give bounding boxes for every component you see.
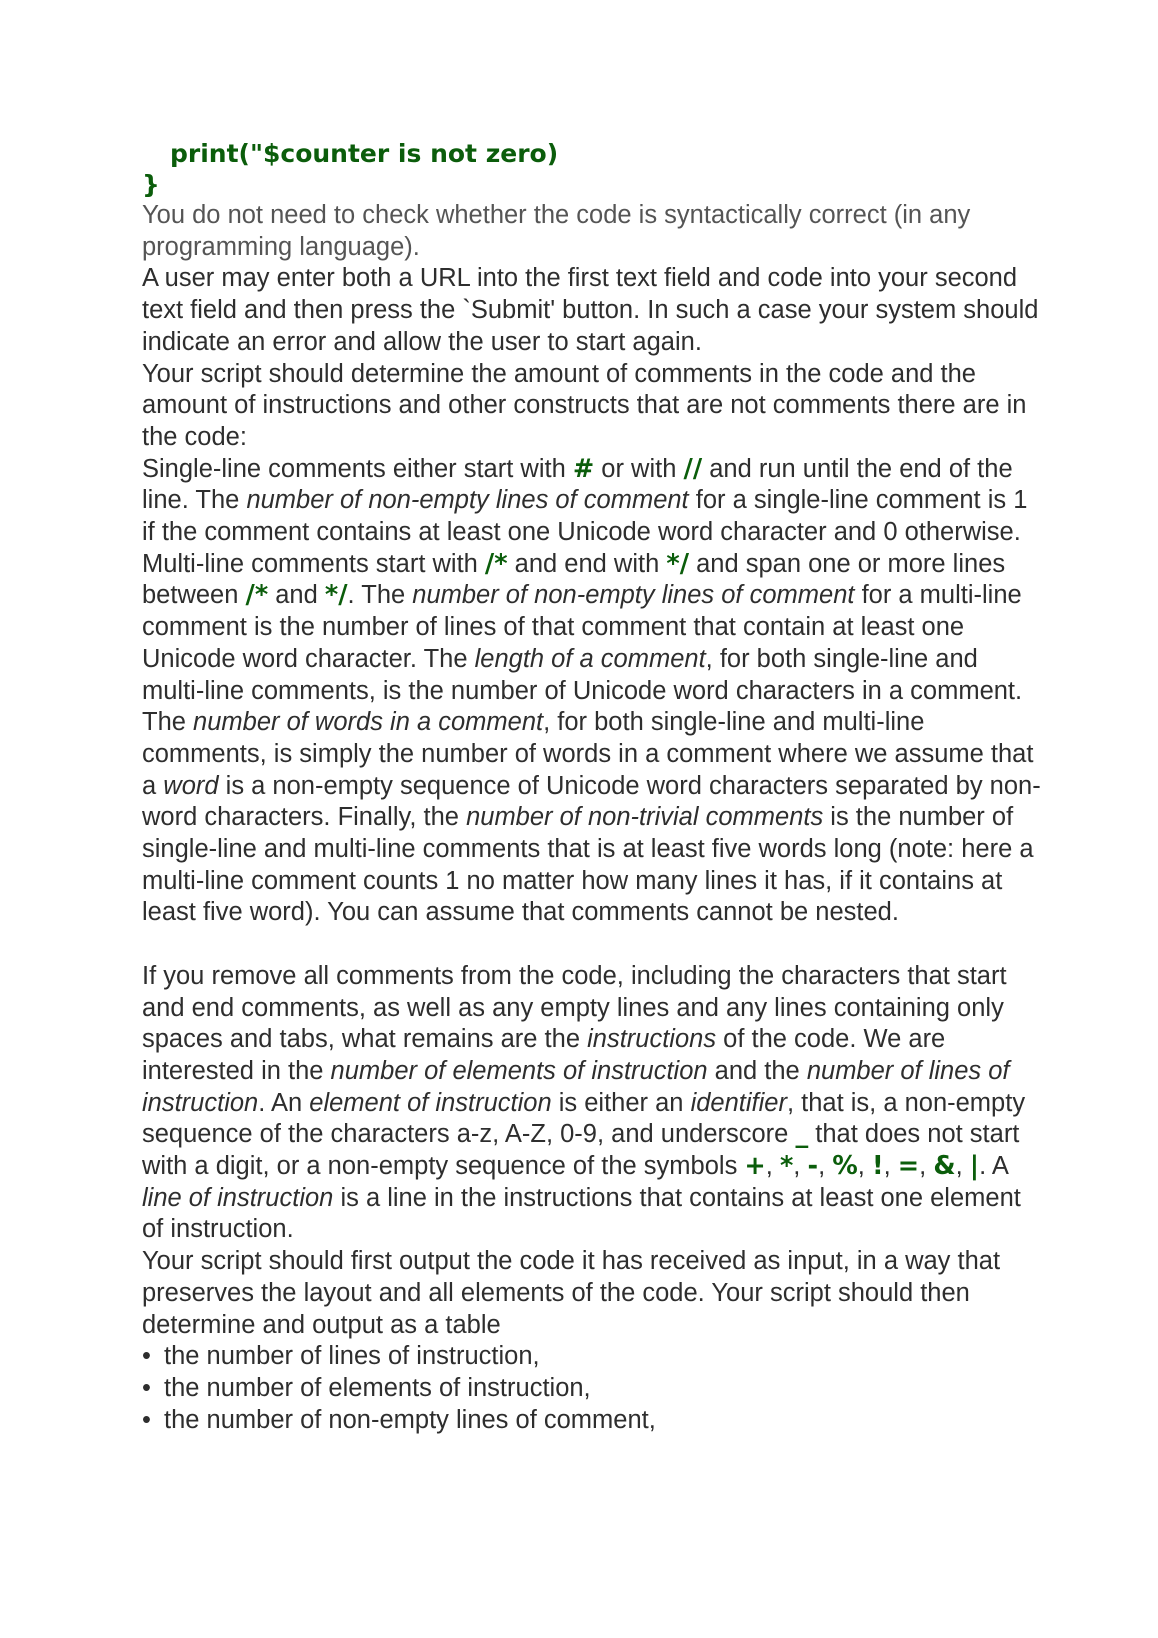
code-token: % — [832, 1151, 858, 1182]
code-token: * — [779, 1151, 794, 1182]
term-emphasis: element of instruction — [309, 1088, 552, 1117]
code-token: // — [683, 453, 703, 484]
bullet-icon: • — [142, 1405, 151, 1434]
term-emphasis: number of words in a comment — [193, 708, 544, 737]
document-body — [142, 200, 1042, 1436]
text-run: , — [955, 1152, 970, 1181]
list-item — [142, 1341, 1042, 1373]
code-token: = — [897, 1151, 920, 1182]
code-token: /* — [484, 548, 508, 579]
code-token: | — [969, 1151, 980, 1182]
paragraph-script-determine: Your script should determine the amount of comments in the code and the amount of instructions and other constructs that are not comments there are in the code: — [142, 359, 1027, 451]
code-token: - — [807, 1151, 819, 1182]
term-emphasis: length of a comment — [474, 644, 706, 673]
text-run: for a single-line comment is 1 if the comment contains at least one Unicode word character and 0 otherwise. Multi-line comments start with — [142, 486, 1028, 578]
code-snippet — [142, 138, 1042, 200]
term-emphasis: number of non-empty lines of comment — [246, 486, 689, 515]
list-item-text: the number of lines of instruction, — [164, 1342, 540, 1371]
text-run: that does not start with a digit, or a non-empty sequence of the symbols — [142, 1120, 1020, 1181]
list-item — [142, 1373, 1042, 1405]
paragraph-comments-definition — [142, 454, 1042, 930]
text-run: , that is, a non-empty sequence of the characters a-z, A-Z, 0-9, and underscore — [142, 1088, 1026, 1149]
code-token: ! — [871, 1151, 884, 1182]
list-item-text: the number of elements of instruction, — [164, 1374, 591, 1402]
code-token: */ — [666, 548, 690, 579]
paragraph-url-and-code: A user may enter both a URL into the first text field and code into your second text field and then press the `Submit' button. In such a case your system should indicate an error and allow the user to start again. — [142, 264, 1039, 356]
term-emphasis: identifier — [690, 1088, 787, 1117]
term-emphasis: instructions — [587, 1025, 717, 1054]
term-emphasis: number of lines of instruction — [142, 1056, 1010, 1117]
code-token: & — [933, 1151, 956, 1182]
text-run: , — [765, 1152, 780, 1181]
text-run: and span one or more lines between — [142, 549, 1006, 610]
text-run: , — [818, 1152, 833, 1181]
text-run: . An — [258, 1088, 310, 1117]
text-run: and end with — [507, 549, 667, 578]
code-token: + — [744, 1151, 766, 1182]
text-run: , — [883, 1152, 898, 1181]
text-run: , — [857, 1152, 872, 1181]
text-run: , for both single-line and multi-line comments, is the number of Unicode word characters in a comment. The — [142, 644, 1023, 737]
text-run: for a multi-line comment is the number of lines of that comment that contain at least one Unicode word character. The — [142, 581, 1022, 673]
text-run: Single-line comments either start with — [142, 454, 573, 483]
code-line-closing-brace: } — [142, 170, 160, 199]
code-token: # — [572, 453, 595, 484]
text-run: , — [919, 1152, 934, 1181]
paragraph-syntax-note: You do not need to check whether the code is syntactically correct (in any programming language). — [142, 201, 971, 261]
text-run: . A — [979, 1152, 1008, 1181]
text-run: is the number of single-line and multi-line comments that is at least five words long (note: here a multi-line comment counts 1 no matter how many lines it has, if it contains at least five word). You can assume that comments cannot be nested. — [142, 803, 1034, 927]
text-run: and the — [707, 1056, 807, 1085]
text-run: is a non-empty sequence of Unicode word characters separated by non-word characters. Finally, the — [142, 771, 1041, 832]
text-run: is either an — [551, 1088, 691, 1117]
term-emphasis: number of non-trivial comments — [466, 803, 824, 832]
code-token: /* — [245, 580, 269, 611]
term-emphasis: number of non-empty lines of comment — [412, 581, 855, 610]
text-run: or with — [594, 454, 684, 483]
paragraph-script-output: Your script should first output the code it has received as input, in a way that preserves the layout and all elements of the code. Your script should then determine and output as a table — [142, 1247, 1001, 1339]
bullet-icon: • — [142, 1374, 151, 1402]
list-item — [142, 1405, 1042, 1437]
text-run: . The — [347, 581, 413, 610]
text-run: and — [268, 581, 325, 610]
text-run: , for both single-line and multi-line comments, is simply the number of words in a comment where we assume that a — [142, 708, 1034, 800]
term-emphasis: number of elements of instruction — [330, 1056, 708, 1085]
output-bullet-list — [142, 1341, 1042, 1436]
text-run: If you remove all comments from the code, including the characters that start and end comments, as well as any empty lines and any lines containing only spaces and tabs, what remains are the — [142, 961, 1007, 1054]
text-run: , — [793, 1152, 808, 1181]
term-emphasis: line of instruction — [142, 1183, 334, 1212]
paragraph-spacer — [142, 929, 1042, 961]
paragraph-instructions-definition — [142, 961, 1042, 1246]
text-run: of the code. We are interested in the — [142, 1025, 946, 1085]
text-run: is a line in the instructions that contains at least one element of instruction. — [142, 1183, 1021, 1244]
document-page — [142, 138, 1042, 1436]
bullet-icon: • — [142, 1342, 151, 1371]
code-line-print: print("$counter is not zero) — [170, 139, 559, 168]
code-token: */ — [324, 580, 348, 611]
term-emphasis: word — [163, 771, 219, 800]
code-token: _ — [795, 1119, 809, 1150]
list-item-text: the number of non-empty lines of comment, — [164, 1405, 656, 1434]
text-run: and run until the end of the line. The — [142, 454, 1013, 515]
